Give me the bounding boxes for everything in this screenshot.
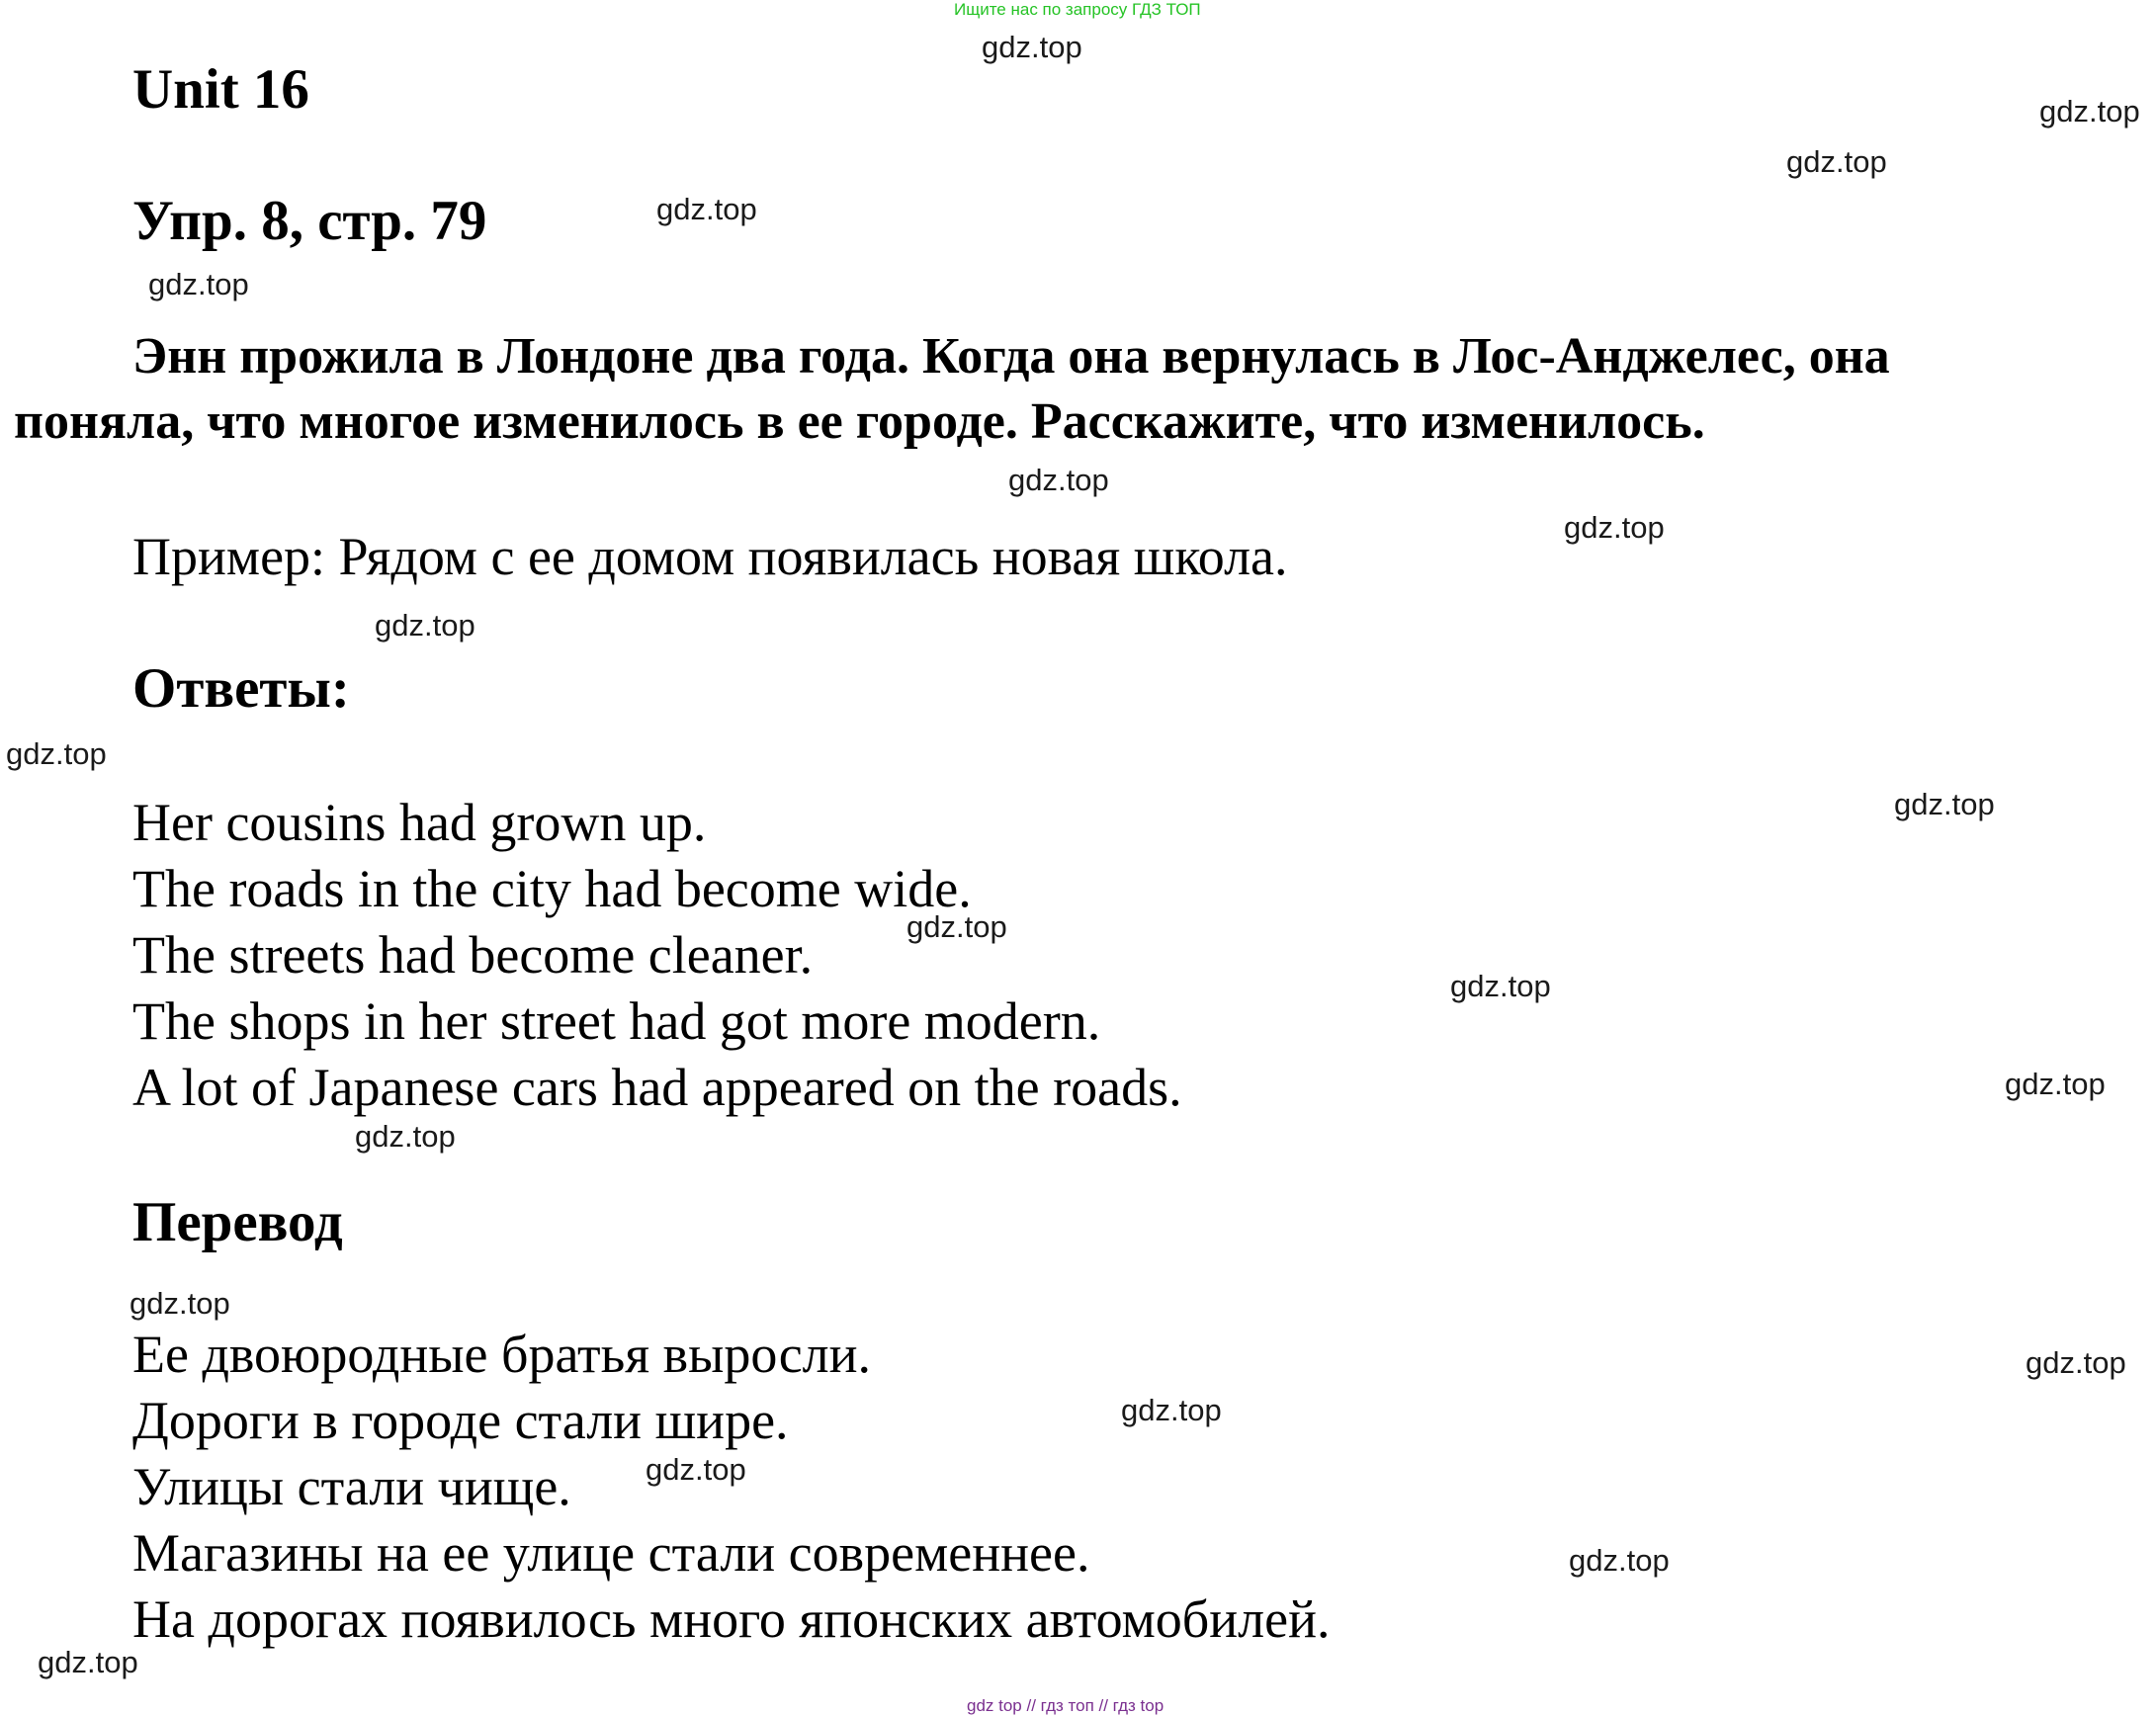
watermark: gdz.top [355, 1119, 456, 1154]
watermark: gdz.top [1564, 510, 1665, 545]
task-line-2: поняла, что многое изменилось в ее городе. Расскажите, что изменилось. [14, 393, 1705, 450]
answer-line: A lot of Japanese cars had appeared on the roads. [132, 1058, 1182, 1117]
watermark: gdz.top [1569, 1543, 1670, 1578]
translation-line: Ее двоюродные братья выросли. [132, 1325, 872, 1384]
watermark: gdz.top [148, 267, 249, 301]
watermark: gdz.top [38, 1645, 138, 1679]
watermark: gdz.top [2039, 94, 2140, 129]
example-sentence: Пример: Рядом с ее домом появилась новая школа. [132, 527, 1288, 586]
translation-line: Магазины на ее улице стали современнее. [132, 1523, 1090, 1583]
exercise-title: Упр. 8, стр. 79 [132, 190, 487, 252]
watermark: gdz.top [1008, 463, 1109, 497]
translation-line: Дороги в городе стали шире. [132, 1391, 789, 1450]
answer-line: The roads in the city had become wide. [132, 859, 972, 918]
answer-line: The shops in her street had got more modern. [132, 991, 1101, 1051]
watermark: gdz.top [906, 909, 1007, 944]
translation-line: Улицы стали чище. [132, 1457, 571, 1516]
watermark: gdz.top [1121, 1393, 1222, 1427]
translation-heading: Перевод [132, 1191, 343, 1253]
watermark: gdz.top [129, 1286, 230, 1321]
translation-line: На дорогах появилось много японских автомобилей. [132, 1589, 1331, 1649]
watermark: gdz.top [1450, 969, 1551, 1003]
watermark: gdz.top [375, 608, 475, 643]
watermark: gdz.top [982, 30, 1082, 64]
watermark: gdz.top [1786, 144, 1887, 179]
watermark: gdz.top [656, 192, 757, 226]
bottom-banner-link[interactable]: gdz top // гдз топ // гдз top [967, 1696, 1164, 1715]
unit-title: Unit 16 [132, 58, 309, 121]
task-line-1: Энн прожила в Лондоне два года. Когда она вернулась в Лос-Анджелес, она [132, 328, 1890, 385]
watermark: gdz.top [2026, 1345, 2126, 1380]
answers-heading: Ответы: [132, 657, 350, 720]
watermark: gdz.top [2005, 1067, 2106, 1101]
watermark: gdz.top [1894, 787, 1995, 821]
watermark: gdz.top [646, 1452, 746, 1487]
answer-line: Her cousins had grown up. [132, 793, 707, 852]
answer-line: The streets had become cleaner. [132, 925, 814, 985]
watermark: gdz.top [6, 736, 107, 771]
top-banner-link[interactable]: Ищите нас по запросу ГДЗ ТОП [954, 0, 1201, 19]
